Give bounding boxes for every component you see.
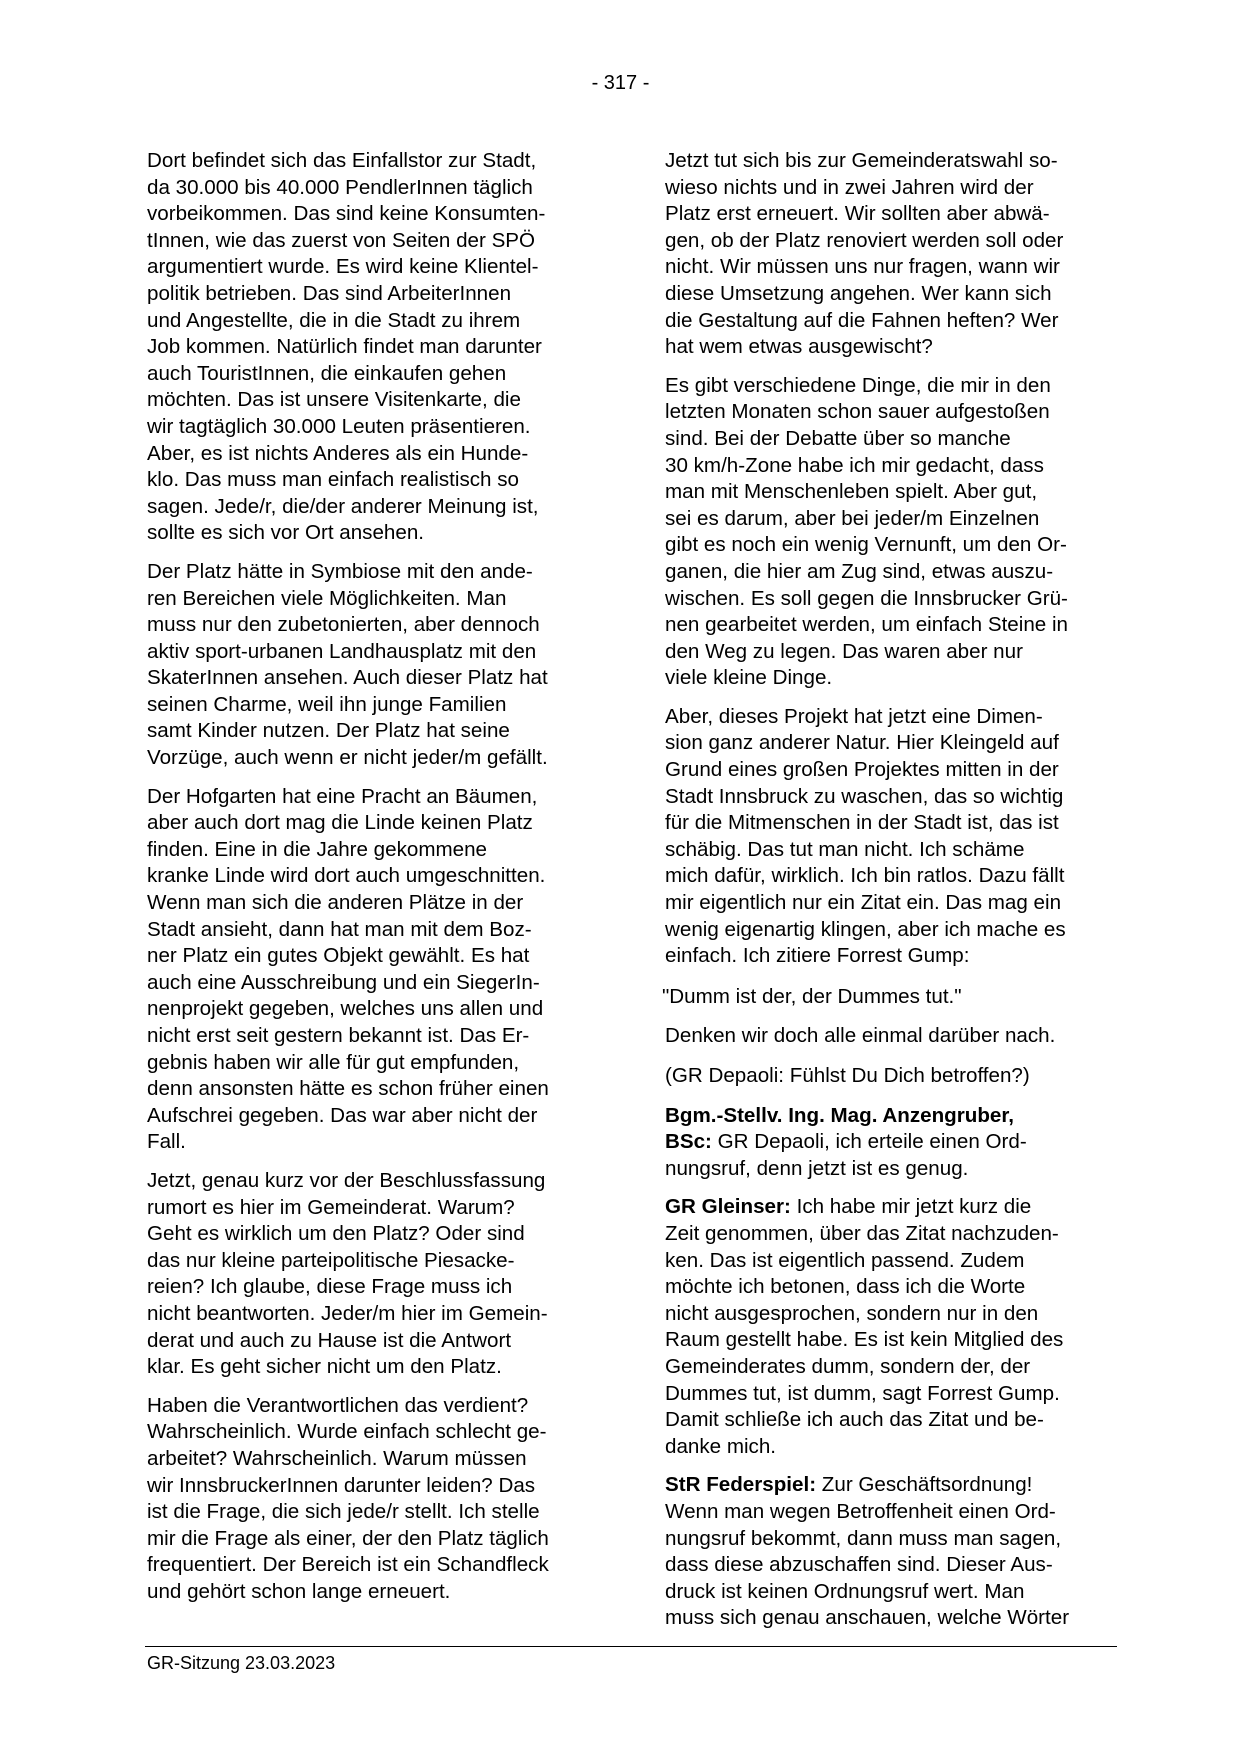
text-line: dass diese abzuschaffen sind. Dieser Aus- [665,1553,1053,1577]
text-line: tInnen, wie das zuerst von Seiten der SPÖ [147,228,536,252]
text-line: frequentiert. Der Bereich ist ein Schandfleck [147,1553,549,1577]
text-line: Wenn man wegen Betroffenheit einen Ord- [665,1499,1056,1523]
paragraph [147,148,599,547]
text-line: klo. Das muss man einfach realistisch so [147,468,519,492]
text-line: Haben die Verantwortlichen das verdient? [147,1393,529,1417]
interjection-text: (GR Depaoli: Fühlst Du Dich betroffen?) [665,1064,1030,1087]
speech-text [665,1499,1117,1632]
text-line: nungsruf, denn jetzt ist es genug. [665,1156,969,1180]
paragraph [147,559,599,772]
text-line: vorbeikommen. Das sind keine Konsumten- [147,202,546,226]
text-line: Stadt ansieht, dann hat man mit dem Boz- [147,917,532,941]
text-line: mir die Frage als einer, der den Platz täglich [147,1526,549,1550]
text-line: finden. Eine in die Jahre gekommene [147,837,488,861]
text-line: Job kommen. Natürlich findet man darunter [147,335,542,359]
footer-session-date: GR-Sitzung 23.03.2023 [147,1653,336,1673]
text-line: nicht beantworten. Jeder/m hier im Gemein- [147,1301,548,1325]
text-line: aber auch dort mag die Linde keinen Platz [147,811,533,835]
text-line: gebnis haben wir alle für gut empfunden, [147,1050,520,1074]
text-line: gibt es noch ein wenig Vernunft, um den Or- [665,533,1067,557]
text-line: mich dafür, wirklich. Ich bin ratlos. Dazu fällt [665,864,1065,888]
text-line: wir tagtäglich 30.000 Leuten präsentieren. [147,414,531,438]
text-line: Geht es wirklich um den Platz? Oder sind [147,1222,525,1246]
text-line: sind. Bei der Debatte über so manche [665,426,1011,450]
text-line: diese Umsetzung angehen. Wer kann sich [665,281,1052,305]
text-line: 30 km/h-Zone habe ich mir gedacht, dass [665,453,1044,477]
text-line: rumort es hier im Gemeinderat. Warum? [147,1195,515,1219]
text-line: für die Mitmenschen in der Stadt ist, das ist [665,811,1059,835]
text-line: Der Platz hätte in Symbiose mit den ande- [147,559,533,583]
text-line: derat und auch zu Hause ist die Antwort [147,1328,512,1352]
text-line: danke mich. [665,1434,777,1458]
paragraph [665,704,1117,970]
text-line: argumentiert wurde. Es wird keine Klientel- [147,255,539,279]
text-line: gen, ob der Platz renoviert werden soll oder [665,228,1064,252]
text-line: und Angestellte, die in die Stadt zu ihrem [147,308,521,332]
text-line: viele kleine Dinge. [665,666,833,690]
speech-anzengruber [665,1103,1117,1183]
text-line: Stadt Innsbruck zu waschen, das so wichtig [665,784,1064,808]
text-line: auch eine Ausschreibung und ein SiegerIn- [147,970,540,994]
text-line: reien? Ich glaube, diese Frage muss ich [147,1275,513,1299]
text-line: Der Hofgarten hat eine Pracht an Bäumen, [147,784,538,808]
interjection [665,1063,1117,1090]
text-line: sagen. Jede/r, die/der anderer Meinung ist, [147,494,539,518]
text-line: wenig eigenartig klingen, aber ich mache es [665,917,1066,941]
text-line: nungsruf bekommt, dann muss man sagen, [665,1526,1062,1550]
text-line: möchten. Das ist unsere Visitenkarte, die [147,388,521,412]
text-line: Zur Geschäftsordnung! [816,1473,1033,1497]
right-column [662,148,1117,1644]
text-line: Grund eines großen Projektes mitten in der [665,758,1059,782]
text-line: aktiv sport-urbanen Landhausplatz mit den [147,639,537,663]
text-line: Platz erst erneuert. Wir sollten aber abwä- [665,202,1050,226]
paragraph [147,784,599,1156]
left-column [147,148,599,1617]
text-line: wir InnsbruckerInnen darunter leiden? Das [147,1473,536,1497]
text-line: Gemeinderates dumm, sondern der, der [665,1354,1031,1378]
text-line: SkaterInnen ansehen. Auch dieser Platz hat [147,666,548,690]
text-line: nicht erst seit gestern bekannt ist. Das Er- [147,1024,530,1047]
paragraph [665,148,1117,361]
speech-federspiel [665,1472,1117,1632]
text-line: und gehört schon lange erneuert. [147,1579,451,1603]
text-line: Aufschrei gegeben. Das war aber nicht der [147,1103,538,1127]
text-line: nen gearbeitet werden, um einfach Steine in [665,613,1068,637]
text-line: Denken wir doch alle einmal darüber nach. [665,1024,1056,1048]
text-line: Raum gestellt habe. Es ist kein Mitglied des [665,1328,1064,1352]
text-line: Damit schließe ich auch das Zitat und be- [665,1408,1044,1432]
text-line: Dort befindet sich das Einfallstor zur Stadt, [147,149,537,172]
speaker-name: GR Gleinser: [665,1195,791,1219]
text-line: hat wem etwas ausgewischt? [665,335,933,359]
text-line: klar. Es geht sicher nicht um den Platz. [147,1355,502,1379]
text-line: schäbig. Das tut man nicht. Ich schäme [665,837,1025,861]
text-line: Wahrscheinlich. Wurde einfach schlecht ge- [147,1420,547,1444]
text-line: Vorzüge, auch wenn er nicht jeder/m gefällt. [147,746,548,770]
speaker-name: Bgm.-Stellv. Ing. Mag. Anzengruber, [665,1103,1014,1127]
text-line: nenprojekt gegeben, welches uns allen und [147,997,544,1021]
quote [662,984,1117,1011]
text-line: muss nur den zubetonierten, aber dennoch [147,613,540,637]
speaker-name: StR Federspiel: [665,1473,817,1497]
text-line: druck ist keinen Ordnungsruf wert. Man [665,1579,1025,1603]
text-line: wischen. Es soll gegen die Innsbrucker Grü- [665,586,1068,610]
text-line: da 30.000 bis 40.000 PendlerInnen täglich [147,175,533,199]
text-line: die Gestaltung auf die Fahnen heften? Wer [665,308,1059,332]
text-line: ner Platz ein gutes Objekt gewählt. Es hat [147,944,530,968]
text-line: nicht ausgesprochen, sondern nur in den [665,1301,1039,1325]
text-line: Ich habe mir jetzt kurz die [790,1195,1032,1219]
text-line: ren Bereichen viele Möglichkeiten. Man [147,586,507,610]
text-line: samt Kinder nutzen. Der Platz hat seine [147,719,510,743]
text-line: sei es darum, aber bei jeder/m Einzelnen [665,506,1040,530]
text-line: man mit Menschenleben spielt. Aber gut, [665,480,1038,504]
text-line: auch TouristInnen, die einkaufen gehen [147,361,507,385]
text-line: ken. Das ist eigentlich passend. Zudem [665,1248,1025,1272]
text-line: sion ganz anderer Natur. Hier Kleingeld auf [665,731,1059,755]
speech-text [665,1221,1117,1460]
page-number: - 317 - [591,72,650,94]
text-line: wieso nichts und in zwei Jahren wird der [665,175,1034,199]
text-line: das nur kleine parteipolitische Piesacke- [147,1248,515,1272]
paragraph [147,1168,599,1381]
text-line: mir eigentlich nur ein Zitat ein. Das mag ein [665,891,1062,915]
text-line: muss sich genau anschauen, welche Wörter [665,1606,1070,1630]
text-line: Es gibt verschiedene Dinge, die mir in den [665,373,1051,397]
text-line: ist die Frage, die sich jede/r stellt. Ich stelle [147,1500,540,1524]
paragraph [665,1023,1117,1050]
text-line: kranke Linde wird dort auch umgeschnitten. [147,864,546,888]
text-line: arbeitet? Wahrscheinlich. Warum müssen [147,1446,527,1470]
quote-text: "Dumm ist der, der Dummes tut." [662,984,962,1008]
text-line: nicht. Wir müssen uns nur fragen, wann wir [665,255,1060,279]
speech-gleinser [665,1194,1117,1460]
text-line: Fall. [147,1130,186,1154]
text-line: politik betrieben. Das sind ArbeiterInnen [147,281,512,305]
text-line: einfach. Ich zitiere Forrest Gump: [665,944,970,968]
text-line: Jetzt tut sich bis zur Gemeinderatswahl so- [665,149,1058,172]
text-line: Wenn man sich die anderen Plätze in der [147,891,524,915]
footer-divider [145,1646,1117,1647]
speech-text [665,1156,1117,1183]
text-line: sollte es sich vor Ort ansehen. [147,521,424,545]
text-line: Aber, es ist nichts Anderes als ein Hunde- [147,441,529,465]
text-line: Zeit genommen, über das Zitat nachzuden- [665,1221,1059,1245]
paragraph [147,1393,599,1606]
text-line: Jetzt, genau kurz vor der Beschlussfassung [147,1168,546,1192]
text-line: Aber, dieses Projekt hat jetzt eine Dimen- [665,704,1043,728]
text-line: GR Depaoli, ich erteile einen Ord- [711,1130,1027,1154]
paragraph [665,373,1117,692]
text-line: Dummes tut, ist dumm, sagt Forrest Gump. [665,1381,1060,1405]
text-line: den Weg zu legen. Das waren aber nur [665,639,1023,663]
speaker-name-cont: BSc: [665,1130,712,1154]
text-line: letzten Monaten schon sauer aufgestoßen [665,400,1050,424]
text-line: möchte ich betonen, dass ich die Worte [665,1275,1026,1299]
text-line: denn ansonsten hätte es schon früher einen [147,1077,549,1101]
text-line: seinen Charme, weil ihn junge Familien [147,692,507,716]
text-line: ganen, die hier am Zug sind, etwas auszu- [665,559,1054,583]
